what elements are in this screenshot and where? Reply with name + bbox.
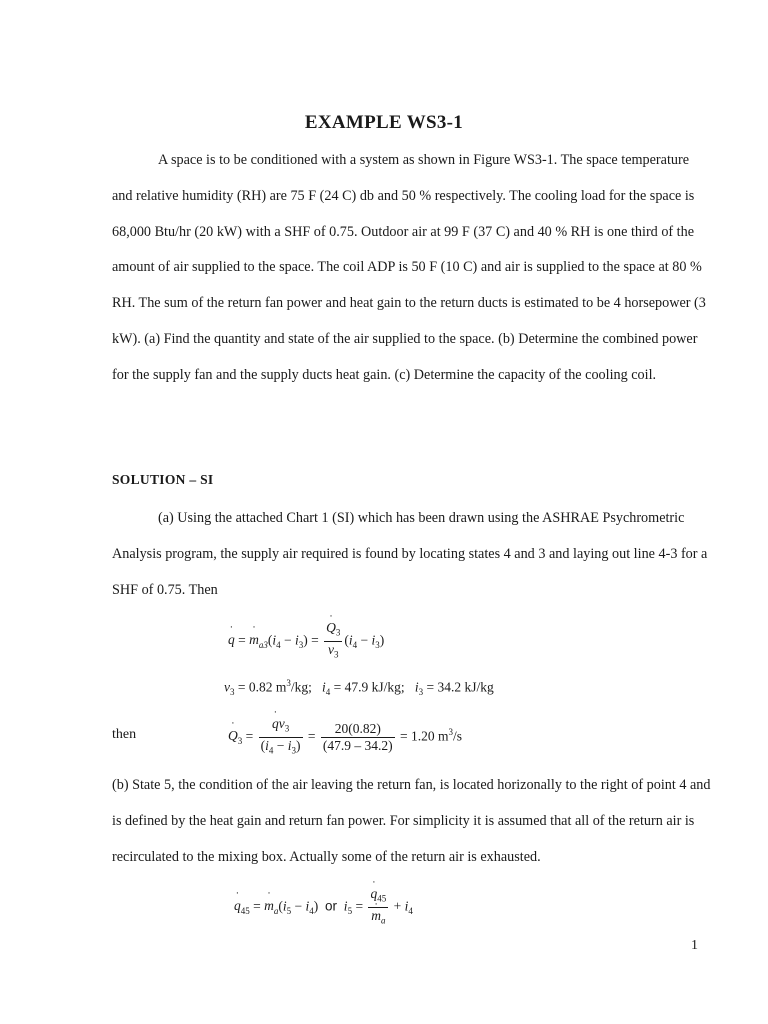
- problem-statement: A space is to be conditioned with a system as shown in Figure WS3-1. The space temperature and relative humidity (RH) are 75 F (24 C) db and 50 % respectively. The cooling load for the space is 68,000 Btu/hr (20 kW) with a SHF of 0.75. Outdoor air at 99 F (37 C) and 40 % RH is one third of the amount of air supplied to the space. The coil ADP is 50 F (10 C) and air is supplied to the space at 80 % RH. The sum of the return fan power and heat gain to the return ducts is estimated to be 4 horsepower (3 kW). (a) Find the quantity and state of the air supplied to the space. (b) Determine the combined power for the supply fan and the supply ducts heat gain. (c) Determine the capacity of the cooling coil.: [112, 152, 706, 383]
- then-label: then: [112, 727, 137, 742]
- i4-value: 47.9: [344, 679, 369, 695]
- i3-value: 34.2: [437, 679, 462, 695]
- v3-value: 0.82: [248, 679, 273, 695]
- flow-result: 1.20: [411, 728, 435, 744]
- equation-state-values: $v_3 = 0.82$ $m^3/kg$; $i_4 = 47.9$ kJ/kg; $i_3 = 34.2$ kJ/kg: [224, 678, 494, 698]
- page-title: EXAMPLE WS3-1: [304, 112, 464, 133]
- flow-denominator: (47.9 – 34.2): [322, 737, 393, 753]
- equation-return-fan: ˙ $q_{45}$ = ˙ $m_a(i_5 - i_4)$ or $i_5$ = ˙ $q_{45}$ ˙ $m_a$ + $i_4$: [234, 886, 413, 928]
- page-number: 1: [691, 938, 698, 953]
- part-b-text: (b) State 5, the condition of the air leaving the return fan, is located horizonally to the right of point 4 and is defined by the heat gain and return fan power. For simplicity it is assumed that all of the return air is recirculated to the mixing box. Actually some of the return air is exhausted.: [112, 777, 711, 865]
- equation-flow-rate: ˙ $Q_3$ = ˙ $\frac{qv_3}{(i_4 - i_3)}$ = $\frac{20(0.82)}{(47.9 - 34.2)}$ = 1.20 $m^3/s$: [228, 716, 462, 758]
- equation-heat-balance: ˙ q = ˙ $m_{a3}(i_4 - i_3)$ = ˙ $\frac{Q_3}{v_3}$ $(i_4 - i_3)$: [228, 620, 384, 662]
- part-a-text: (a) Using the attached Chart 1 (SI) which has been drawn using the ASHRAE Psychrometric Analysis program, the supply air required is found by locating states 4 and 3 and laying out line 4-3 for a SHF of 0.75. Then: [112, 510, 708, 598]
- or-label: or: [325, 898, 338, 914]
- solution-heading: SOLUTION – SI: [112, 472, 214, 487]
- flow-numerator: 20(0.82): [321, 721, 395, 738]
